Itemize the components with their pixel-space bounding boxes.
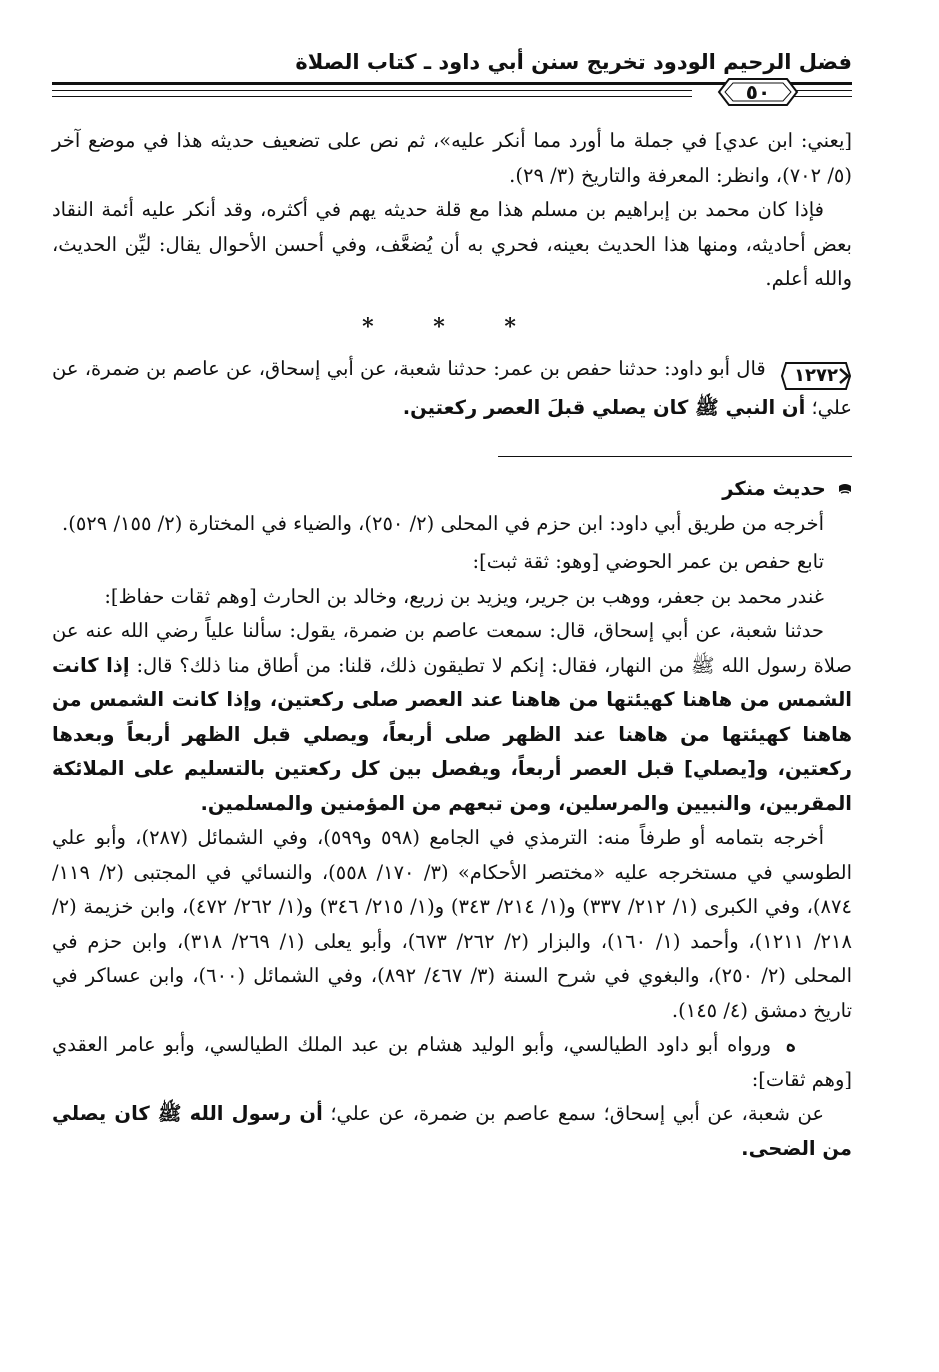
running-header-title: فضل الرحيم الودود تخريج سنن أبي داود ـ كتاب الصلاة [295, 50, 852, 74]
hadith-matn: أن النبي ﷺ كان يصلي قبلَ العصر ركعتين. [402, 396, 806, 419]
section-previous-discussion [52, 124, 852, 297]
grade-marker-icon [838, 482, 852, 496]
paragraph [52, 1097, 852, 1166]
takhrij-section [52, 472, 852, 1166]
text-bold: إذا كانت الشمس من هاهنا كهيئتها من هاهنا عند العصر صلى ركعتين، وإذا كانت الشمس من هاهنا كهيئتها من هاهنا عند الظهر صلى أربعاً، ويصلي قبل الظهر أربعاً وبعدها ركعتين، و[يصلي] قبل العصر أربعاً، ويفصل بين كل ركعتين بالتسليم على الملائكة المقربين، والنبيين والمرسلين، ومن تبعهم من المؤمنين والمسلمين. [52, 653, 852, 815]
hadith-text [52, 352, 852, 426]
bullet-marker: ه [785, 1033, 796, 1056]
header-double-rule-right [792, 90, 852, 97]
hadith-grade [52, 472, 852, 507]
page-number: ٥٠ [745, 80, 771, 104]
page-number-badge [717, 76, 799, 108]
text-plain: عن شعبة، عن أبي إسحاق؛ سمع عاصم بن ضمرة، عن علي؛ [330, 1102, 824, 1125]
paragraph: [يعني: ابن عدي] في جملة ما أورد مما أنكر عليه»، ثم نص على تضعيف حديثه هذا في موضع آخر (٥/ ٧٠٢)، وانظر: المعرفة والتاريخ (٣/ ٢٩). [52, 129, 852, 187]
hadith-block [52, 352, 852, 426]
text-bold: أن رسول الله ﷺ كان يصلي من الضحى. [52, 1102, 852, 1160]
grade-label: حديث منكر [722, 477, 826, 500]
header-double-rule-left [52, 90, 692, 97]
text-plain: ورواه أبو داود الطيالسي، وأبو الوليد هشام بن عبد الملك الطيالسي، وأبو عامر العقدي [وهم ثقات]: [52, 1033, 852, 1091]
text-plain: حدثنا شعبة، عن أبي إسحاق، قال: سمعت عاصم بن ضمرة، يقول: سألنا علياً رضي الله عنه عن صلاة رسول الله ﷺ من النهار، فقال: إنكم لا تطيقون ذلك، قلنا: من أطاق منا ذلك؟ قال: [52, 619, 853, 677]
paragraph: غندر محمد بن جعفر، ووهب بن جرير، ويزيد بن زريع، وخالد بن الحارث [وهم ثقات حفاظ]: [104, 584, 824, 608]
paragraph [52, 614, 852, 821]
paragraph [52, 1028, 852, 1097]
paragraph: أخرجه بتمامه أو طرفاً منه: الترمذي في الجامع (٥٩٨ و٥٩٩)، وفي الشمائل (٢٨٧)، وأبو علي الطوسي في مستخرجه عليه «مختصر الأحكام» (٣/ ١٧٠/ ٥٥٨)، والنسائي في المجتبى (٢/ ١١٩/ ٨٧٤)، وفي الكبرى (١/ ٢١٢/ ٣٣٧) و(١/ ٢١٤/ ٣٤٣) و(١/ ٢١٥/ ٣٤٦) و(١/ ٢٦٢/ ٤٧٢)، وابن خزيمة (٢/ ٢١٨/ ١٢١١)، وأحمد (١/ ١٦٠)، والبزار (٢/ ٢٦٢/ ٦٧٣)، وأبو يعلى (١/ ٢٦٩/ ٣١٨)، وابن حزم في المحلى (٢/ ٢٥٠)، والبغوي في شرح السنة (٣/ ٤٦٧/ ٨٩٢)، وفي الشمائل (٦٠٠)، وابن عساكر في تاريخ دمشق (٤/ ١٤٥). [52, 826, 852, 1022]
section-separator-stars: * * * [362, 314, 542, 340]
paragraph: فإذا كان محمد بن إبراهيم بن مسلم هذا مع قلة حديثه يهم في أكثره، وقد أنكر عليه أئمة النقاد بعض أحاديثه، ومنها هذا الحديث بعينه، فحري به أن يُضعَّف، وفي أحسن الأحوال يقال: ليِّن الحديث، والله أعلم. [52, 198, 852, 290]
paragraph: أخرجه من طريق أبي داود: ابن حزم في المحلى (٢/ ٢٥٠)، والضياء في المختارة (٢/ ١٥٥/ ٥٢٩). [62, 511, 824, 535]
hadith-number-badge [780, 361, 852, 391]
page [52, 40, 852, 1360]
footnote-separator [498, 456, 852, 457]
paragraph: تابع حفص بن عمر الحوضي [وهو: ثقة ثبت]: [472, 550, 824, 573]
hadith-number: ١٢٧٢ [794, 365, 838, 386]
hadith-isnad: قال أبو داود: حدثنا حفص بن عمر: حدثنا شعبة، عن أبي إسحاق، عن عاصم بن ضمرة، عن علي؛ [52, 357, 852, 419]
